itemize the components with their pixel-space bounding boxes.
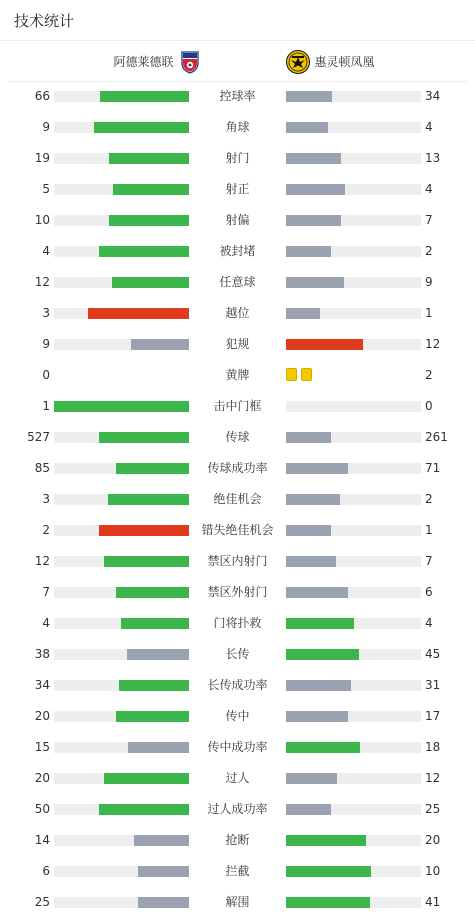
home-bar-track (54, 711, 189, 722)
away-bar-fill (286, 680, 351, 691)
home-bar-track (54, 153, 189, 164)
away-bar-track (286, 184, 421, 195)
home-bar-fill (100, 91, 189, 102)
home-bar-track (54, 680, 189, 691)
home-bar-fill (128, 742, 189, 753)
away-value: 18 (425, 740, 441, 754)
home-value: 9 (42, 120, 50, 134)
yellow-cards (286, 368, 312, 381)
stat-row (0, 856, 475, 887)
home-bar-track (54, 463, 189, 474)
home-bar-track (54, 215, 189, 226)
home-value: 20 (34, 709, 50, 723)
home-bar-fill (116, 711, 189, 722)
away-bar-track (286, 122, 421, 133)
away-bar-fill (286, 432, 331, 443)
away-bar-fill (286, 897, 370, 908)
away-value: 12 (425, 337, 441, 351)
adelaide-united-crest-icon (180, 50, 200, 74)
home-bar-fill (116, 587, 189, 598)
stat-row (0, 515, 475, 546)
away-value: 7 (425, 554, 433, 568)
stat-row (0, 794, 475, 825)
home-value: 4 (42, 616, 50, 630)
stat-label: 抢断 (225, 833, 250, 847)
away-value: 2 (425, 368, 433, 382)
away-value: 45 (425, 647, 441, 661)
home-bar-fill (99, 432, 189, 443)
away-value: 1 (425, 523, 433, 537)
stat-label: 角球 (225, 120, 250, 134)
home-bar-fill (121, 618, 189, 629)
away-bar-track (286, 587, 421, 598)
stat-label: 犯规 (225, 337, 250, 351)
away-bar-track (286, 339, 421, 350)
stat-row (0, 577, 475, 608)
home-value: 3 (42, 492, 50, 506)
home-bar-fill (104, 773, 189, 784)
stat-row (0, 267, 475, 298)
yellow-card-icon (286, 368, 297, 381)
home-value: 7 (42, 585, 50, 599)
away-value: 25 (425, 802, 441, 816)
away-bar-fill (286, 773, 337, 784)
stat-row (0, 422, 475, 453)
home-bar-track (54, 773, 189, 784)
away-value: 4 (425, 616, 433, 630)
away-bar-fill (286, 587, 348, 598)
home-bar-fill (88, 308, 189, 319)
away-bar-track (286, 525, 421, 536)
away-value: 31 (425, 678, 441, 692)
stat-row (0, 112, 475, 143)
home-bar-fill (54, 401, 189, 412)
home-bar-track (54, 339, 189, 350)
home-value: 0 (42, 368, 50, 382)
home-bar-fill (108, 494, 189, 505)
home-bar-fill (138, 897, 189, 908)
away-value: 6 (425, 585, 433, 599)
home-bar-fill (113, 184, 189, 195)
home-bar-track (54, 184, 189, 195)
stat-row (0, 825, 475, 856)
away-bar-track (286, 835, 421, 846)
home-value: 34 (34, 678, 50, 692)
away-team-name: 惠灵顿凤凰 (314, 55, 375, 69)
stat-label: 射偏 (225, 213, 250, 227)
away-bar-fill (286, 215, 341, 226)
stat-label: 解围 (225, 895, 250, 909)
home-value: 9 (42, 337, 50, 351)
away-bar-track (286, 618, 421, 629)
home-value: 14 (34, 833, 50, 847)
stat-label: 控球率 (219, 89, 256, 103)
yellow-card-icon (301, 368, 312, 381)
away-bar-fill (286, 556, 336, 567)
stat-row (0, 546, 475, 577)
stat-label: 击中门框 (213, 399, 262, 413)
home-bar-track (54, 401, 189, 412)
stat-row (0, 670, 475, 701)
home-bar-fill (127, 649, 189, 660)
stat-label: 长传 (225, 647, 250, 661)
stat-label: 传中成功率 (207, 740, 268, 754)
home-bar-track (54, 432, 189, 443)
away-bar-fill (286, 91, 332, 102)
away-bar-track (286, 432, 421, 443)
home-team[interactable] (113, 41, 199, 82)
home-bar-track (54, 835, 189, 846)
stat-row (0, 360, 475, 391)
home-value: 5 (42, 182, 50, 196)
away-bar-fill (286, 463, 348, 474)
away-bar-track (286, 804, 421, 815)
stat-label: 传球 (225, 430, 250, 444)
home-bar-track (54, 742, 189, 753)
home-bar-fill (99, 525, 189, 536)
stat-label: 过人 (225, 771, 250, 785)
home-value: 38 (34, 647, 50, 661)
home-bar-fill (109, 153, 189, 164)
away-bar-track (286, 401, 421, 412)
home-value: 6 (42, 864, 50, 878)
home-value: 66 (34, 89, 50, 103)
away-value: 1 (425, 306, 433, 320)
stat-label: 任意球 (219, 275, 256, 289)
home-bar-track (54, 804, 189, 815)
home-bar-track (54, 494, 189, 505)
home-value: 85 (34, 461, 50, 475)
home-bar-fill (119, 680, 189, 691)
away-bar-track (286, 649, 421, 660)
stat-label: 过人成功率 (207, 802, 268, 816)
stat-label: 绝佳机会 (213, 492, 262, 506)
home-bar-track (54, 897, 189, 908)
home-value: 1 (42, 399, 50, 413)
away-bar-fill (286, 494, 340, 505)
away-bar-track (286, 773, 421, 784)
away-bar-fill (286, 122, 328, 133)
away-value: 34 (425, 89, 441, 103)
stat-label: 传中 (225, 709, 250, 723)
away-bar-track (286, 680, 421, 691)
home-value: 527 (27, 430, 50, 444)
away-value: 9 (425, 275, 433, 289)
away-value: 20 (425, 833, 441, 847)
stat-row (0, 453, 475, 484)
home-team-name: 阿德莱德联 (113, 55, 174, 69)
home-bar-fill (116, 463, 189, 474)
stats-list (0, 81, 475, 918)
home-value: 50 (34, 802, 50, 816)
stat-row (0, 81, 475, 112)
stat-label: 拦截 (225, 864, 250, 878)
home-bar-fill (109, 215, 189, 226)
home-bar-track (54, 308, 189, 319)
home-bar-track (54, 649, 189, 660)
away-bar-track (286, 494, 421, 505)
page-title: 技术统计 (14, 12, 75, 30)
away-value: 12 (425, 771, 441, 785)
stat-label: 越位 (225, 306, 250, 320)
away-bar-track (286, 215, 421, 226)
home-value: 12 (34, 275, 50, 289)
stat-row (0, 763, 475, 794)
stat-row (0, 143, 475, 174)
home-bar-fill (131, 339, 189, 350)
home-value: 4 (42, 244, 50, 258)
stat-row (0, 701, 475, 732)
home-value: 15 (34, 740, 50, 754)
away-bar-fill (286, 153, 341, 164)
stat-label: 错失绝佳机会 (201, 523, 274, 537)
home-bar-fill (112, 277, 189, 288)
stat-label: 射门 (225, 151, 250, 165)
away-bar-fill (286, 711, 348, 722)
away-bar-fill (286, 277, 344, 288)
away-bar-track (286, 866, 421, 877)
stat-label: 长传成功率 (207, 678, 268, 692)
away-bar-fill (286, 649, 359, 660)
home-value: 10 (34, 213, 50, 227)
home-value: 19 (34, 151, 50, 165)
wellington-phoenix-crest-icon (286, 50, 310, 74)
home-value: 25 (34, 895, 50, 909)
stat-label: 门将扑救 (213, 616, 262, 630)
away-bar-track (286, 463, 421, 474)
away-bar-track (286, 742, 421, 753)
home-bar-track (54, 525, 189, 536)
away-value: 261 (425, 430, 448, 444)
away-bar-track (286, 308, 421, 319)
home-bar-fill (138, 866, 189, 877)
away-bar-track (286, 277, 421, 288)
home-bar-track (54, 556, 189, 567)
home-bar-track (54, 277, 189, 288)
team-header (8, 41, 467, 82)
stat-label: 射正 (225, 182, 250, 196)
away-value: 4 (425, 182, 433, 196)
home-value: 12 (34, 554, 50, 568)
away-value: 71 (425, 461, 441, 475)
stat-label: 禁区外射门 (207, 585, 268, 599)
away-bar-fill (286, 246, 331, 257)
away-bar-fill (286, 804, 331, 815)
home-bar-fill (99, 246, 189, 257)
home-bar-track (54, 122, 189, 133)
home-bar-fill (99, 804, 189, 815)
away-bar-fill (286, 308, 320, 319)
away-bar-track (286, 153, 421, 164)
away-value: 17 (425, 709, 441, 723)
home-value: 2 (42, 523, 50, 537)
home-bar-track (54, 587, 189, 598)
away-bar-track (286, 711, 421, 722)
away-bar-track (286, 246, 421, 257)
stat-row (0, 887, 475, 918)
away-bar-track (286, 91, 421, 102)
stat-row (0, 484, 475, 515)
away-value: 41 (425, 895, 441, 909)
home-value: 20 (34, 771, 50, 785)
away-bar-track (286, 897, 421, 908)
home-bar-track (54, 246, 189, 257)
away-value: 13 (425, 151, 441, 165)
stat-label: 传球成功率 (207, 461, 268, 475)
stat-row (0, 639, 475, 670)
away-bar-fill (286, 742, 360, 753)
stat-row (0, 329, 475, 360)
away-bar-fill (286, 339, 363, 350)
away-bar-track (286, 556, 421, 567)
stat-row (0, 391, 475, 422)
away-bar-fill (286, 866, 371, 877)
away-value: 7 (425, 213, 433, 227)
away-value: 10 (425, 864, 441, 878)
stat-row (0, 732, 475, 763)
away-team[interactable] (286, 41, 375, 82)
home-bar-fill (94, 122, 189, 133)
stat-label: 被封堵 (219, 244, 256, 258)
home-bar-track (54, 91, 189, 102)
stat-row (0, 236, 475, 267)
away-bar-fill (286, 618, 354, 629)
home-bar-track (54, 618, 189, 629)
away-value: 0 (425, 399, 433, 413)
away-value: 4 (425, 120, 433, 134)
away-bar-fill (286, 525, 331, 536)
home-value: 3 (42, 306, 50, 320)
stat-row (0, 205, 475, 236)
away-bar-fill (286, 184, 345, 195)
stat-label: 禁区内射门 (207, 554, 268, 568)
home-bar-track (54, 866, 189, 877)
away-value: 2 (425, 244, 433, 258)
away-bar-fill (286, 835, 366, 846)
stat-row (0, 608, 475, 639)
stat-row (0, 174, 475, 205)
stat-label: 黄牌 (225, 368, 250, 382)
away-value: 2 (425, 492, 433, 506)
home-bar-fill (104, 556, 189, 567)
home-bar-fill (134, 835, 189, 846)
stat-row (0, 298, 475, 329)
